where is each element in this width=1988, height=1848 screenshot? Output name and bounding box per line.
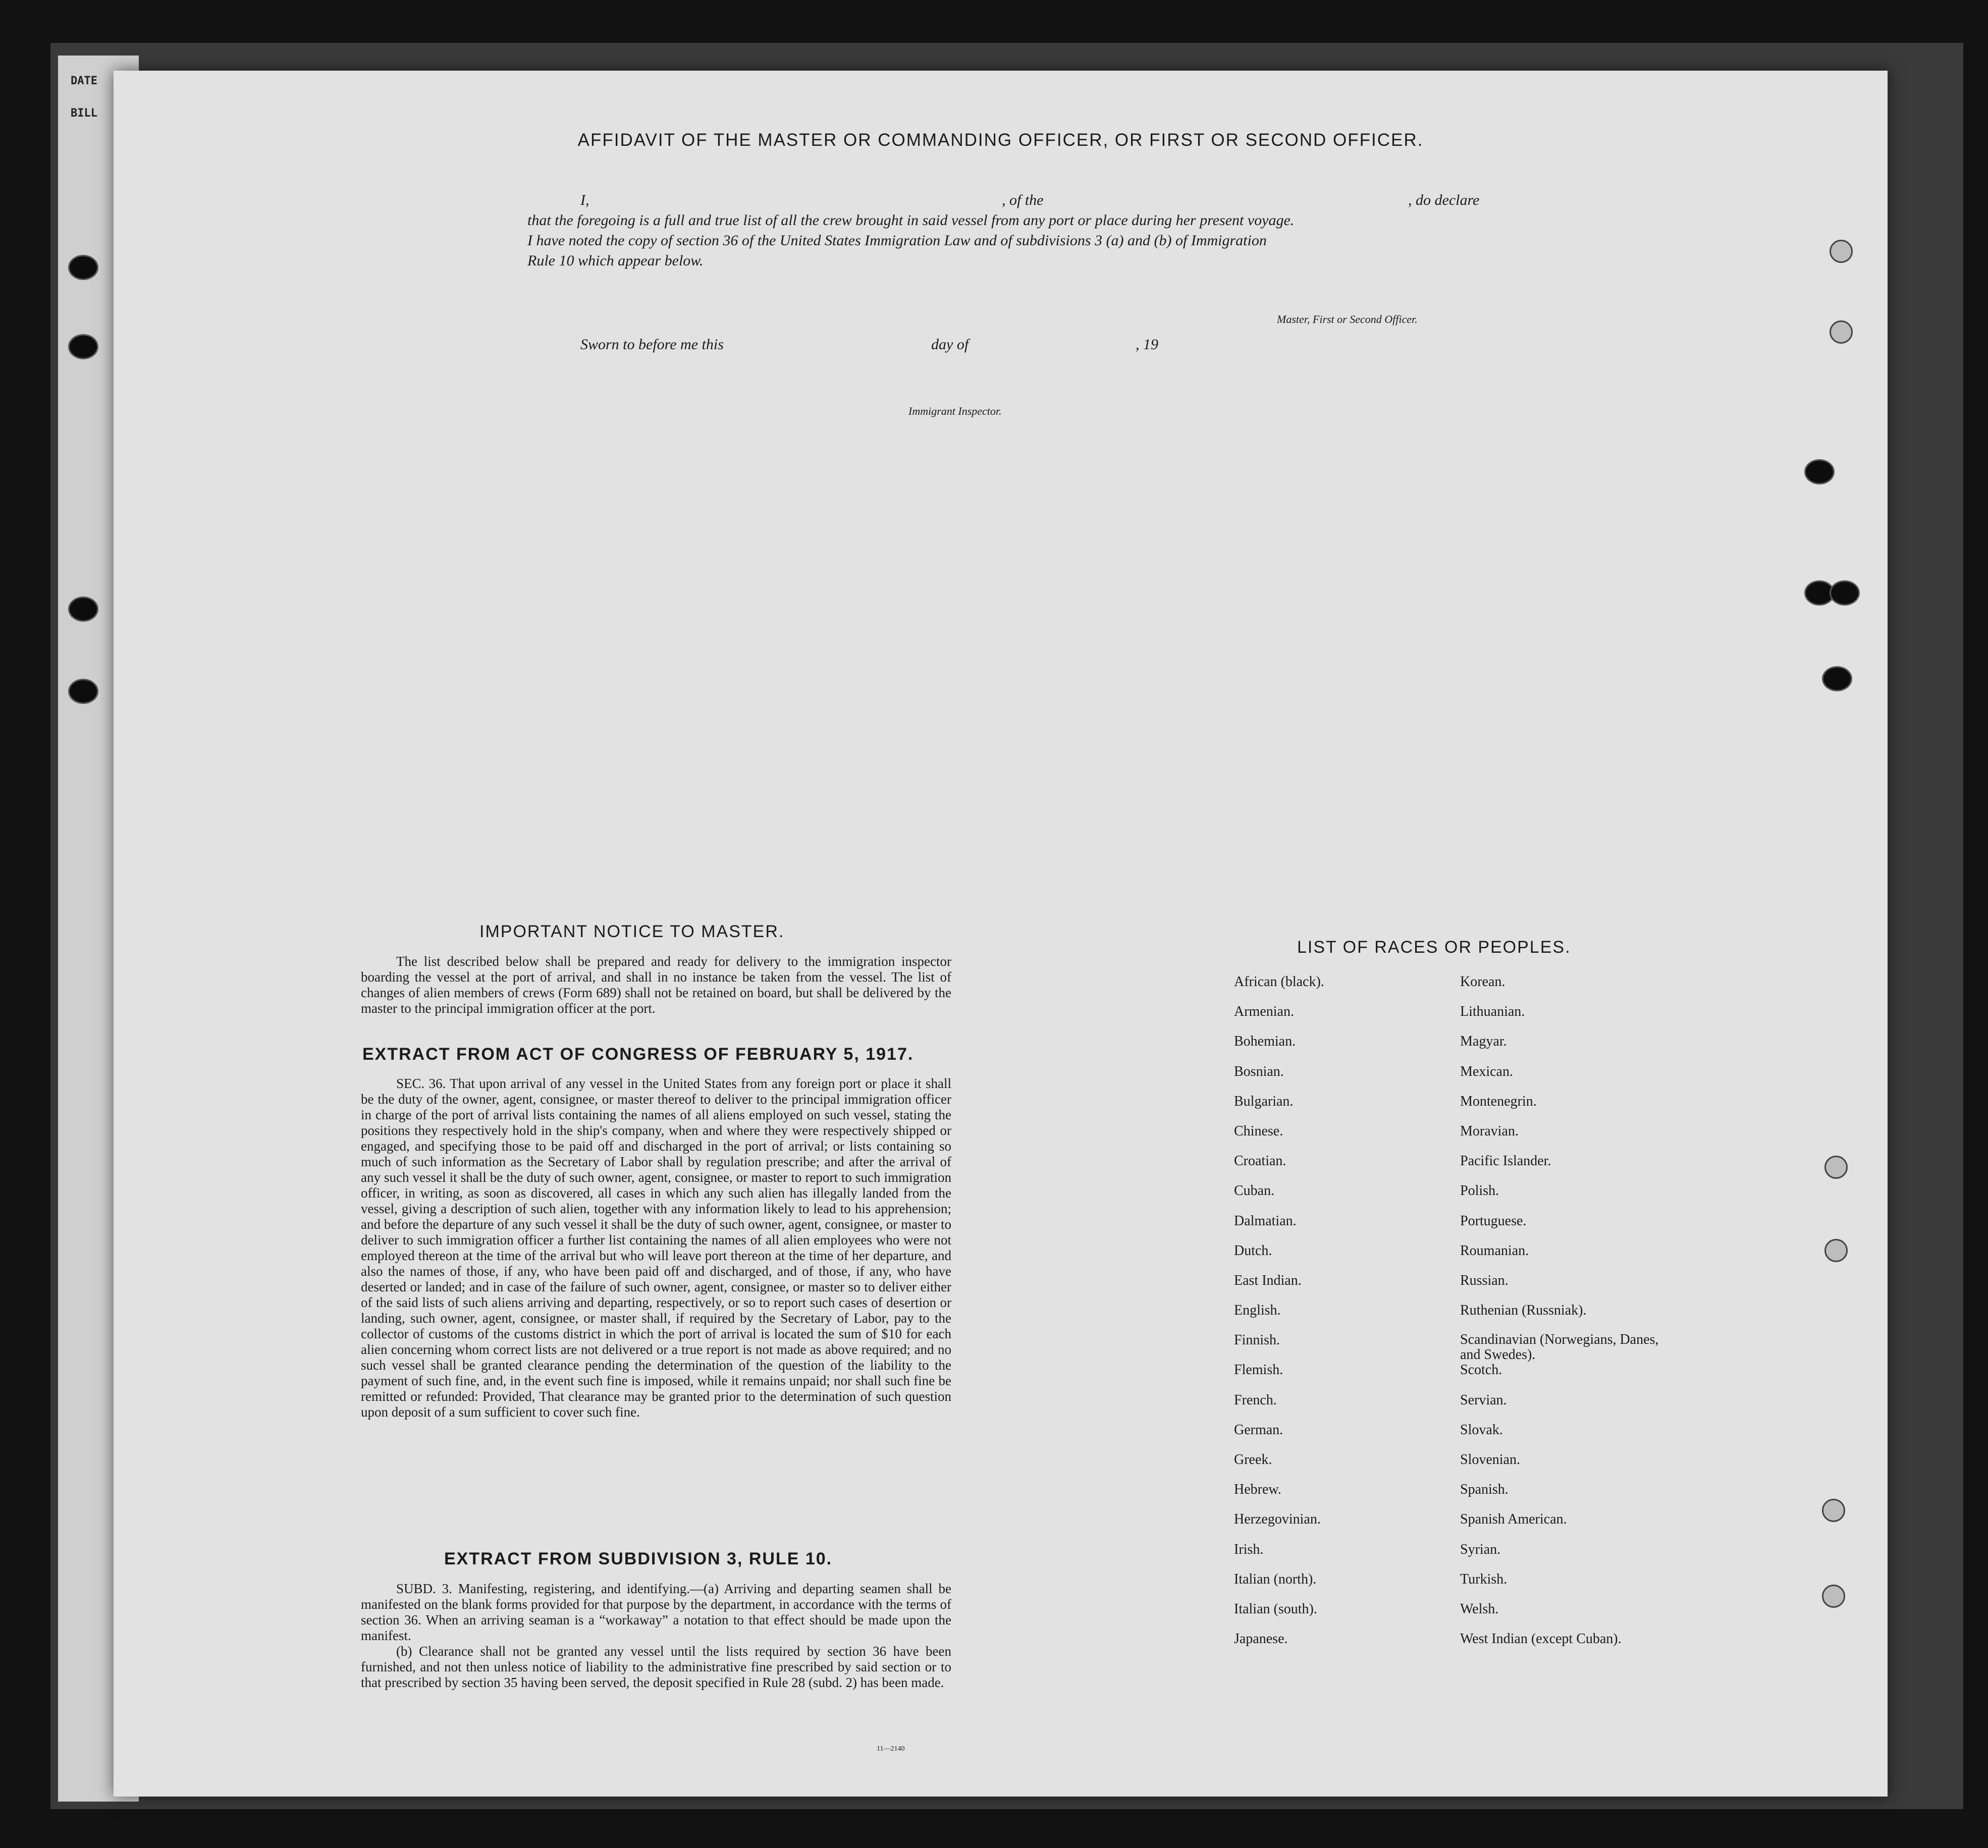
race-item: Bohemian. bbox=[1234, 1034, 1296, 1050]
inspector-label: Immigrant Inspector. bbox=[908, 405, 1002, 417]
race-item: Bosnian. bbox=[1234, 1063, 1284, 1079]
race-item: Lithuanian. bbox=[1460, 1004, 1525, 1020]
punch-hole bbox=[1824, 1239, 1848, 1262]
section-36-text: SEC. 36. That upon arrival of any vessel in the United States from any foreign port or place it shall be the duty of the owner, agent, consignee, or master thereof to deliver to the principal immigration officer in charge of the port of arrival lists containing the names of all aliens employed on such vessel, stating the positions they respectively hold in the ship's company, when and where they were respectively shipped or engaged, and specifying those to be paid off and discharged in the port of arrival; or lists containing so much of such information as the Secretary of Labor shall by regulation prescribe; and after the arrival of any such vessel it shall be the duty of such owner, agent, consignee, or master to report to such immigration officer, in writing, as soon as discovered, all cases in which any such alien has illegally landed from the vessel, giving a description of such alien, together with any information likely to lead to his apprehension; and before the departure of any such vessel it shall be the duty of such owner, agent, consignee, or master to deliver to such immigration officer a further list containing the names of all alien employees who were not employed thereon at the time of the arrival but who will leave port thereon at the time of her departure, and also the names of those, if any, who have been paid off and discharged, and of those, if any, who have deserted or landed; and in case of the failure of such owner, agent, consignee, or master so to deliver either of the said lists of such aliens arriving and departing, respectively, or so to report such cases of desertion or landing, such owner, agent, consignee, or master shall, if required by the Secretary of Labor, pay to the collector of customs of the customs district in which the port of arrival is located the sum of $10 for each alien concerning whom correct lists are not delivered or a true report is not made as above required; and no such vessel shall be granted clearance pending the determination of the question of the liability to the payment of such fine, and, in the event such fine is imposed, while it remains unpaid; nor shall such fine be remitted or refunded: Provided, That clearance may be granted prior to the determination of such question upon deposit of a sum sufficient to cover such fine. bbox=[361, 1076, 951, 1420]
affidavit-line4: Rule 10 which appear below. bbox=[527, 252, 704, 269]
race-item: Croatian. bbox=[1234, 1153, 1286, 1169]
race-item: Italian (north). bbox=[1234, 1571, 1317, 1587]
race-item: Chinese. bbox=[1234, 1123, 1283, 1139]
punch-hole bbox=[68, 255, 98, 280]
race-item: Dalmatian. bbox=[1234, 1213, 1297, 1229]
extract-act-body bbox=[361, 1076, 951, 1420]
margin-label-date: DATE bbox=[71, 75, 97, 87]
margin-label-bill: BILL bbox=[71, 107, 97, 120]
form-number: 11—2140 bbox=[877, 1745, 905, 1753]
races-right-column bbox=[1460, 974, 1672, 1661]
race-item: Welsh. bbox=[1460, 1601, 1499, 1617]
race-item: Japanese. bbox=[1234, 1631, 1288, 1647]
punch-hole bbox=[68, 596, 98, 622]
punch-hole bbox=[1822, 666, 1852, 691]
races-left-column bbox=[1234, 974, 1324, 1661]
race-item: Italian (south). bbox=[1234, 1601, 1317, 1617]
race-item: Irish. bbox=[1234, 1541, 1264, 1557]
race-item: Finnish. bbox=[1234, 1332, 1280, 1348]
extract-rule-title: EXTRACT FROM SUBDIVISION 3, RULE 10. bbox=[444, 1549, 833, 1568]
affidavit-line3: I have noted the copy of section 36 of the United States Immigration Law and of subdivisions 3 (a) and (b) of Immigration bbox=[527, 232, 1267, 249]
punch-hole bbox=[1804, 459, 1835, 484]
day-of-label: day of bbox=[931, 336, 969, 353]
race-item: Turkish. bbox=[1460, 1571, 1508, 1587]
race-item: Mexican. bbox=[1460, 1063, 1513, 1079]
affidavit-title: AFFIDAVIT OF THE MASTER OR COMMANDING OFFICER, OR FIRST OR SECOND OFFICER. bbox=[577, 130, 1424, 150]
notice-text: The list described below shall be prepared and ready for delivery to the immigration inspector boarding the vessel at the port of arrival, and shall in no instance be taken from the vessel. The list of changes of alien members of crews (Form 689) shall not be retained on board, but shall be delivered by the master to the principal immigration officer at the port. bbox=[361, 954, 951, 1016]
race-item: Servian. bbox=[1460, 1392, 1507, 1408]
race-item: Ruthenian (Russniak). bbox=[1460, 1302, 1587, 1319]
race-item: Hebrew. bbox=[1234, 1482, 1281, 1498]
race-item: African (black). bbox=[1234, 974, 1324, 990]
year-label: , 19 bbox=[1136, 336, 1158, 353]
race-item: Scotch. bbox=[1460, 1362, 1502, 1378]
rule-para-b: (b) Clearance shall not be granted any vessel until the lists required by section 36 have been furnished, and not then unless notice of liability to the administrative fine prescribed by said section or to that prescribed by section 35 having been served, the deposit specified in Rule 28 (subd. 2) has been made. bbox=[361, 1644, 951, 1690]
extract-rule-body bbox=[361, 1581, 951, 1691]
sworn-label: Sworn to before me this bbox=[580, 336, 724, 353]
rule-para-a: SUBD. 3. Manifesting, registering, and identifying.—(a) Arriving and departing seamen shall be manifested on the blank forms provided for that purpose by the department, in accordance with the terms of section 36. When an arriving seaman is a “workaway” a notation to that effect should be made upon the manifest. bbox=[361, 1581, 951, 1643]
race-item: Syrian. bbox=[1460, 1541, 1501, 1557]
race-item: Korean. bbox=[1460, 974, 1506, 990]
race-item: Moravian. bbox=[1460, 1123, 1519, 1139]
punch-hole bbox=[68, 679, 98, 704]
punch-hole bbox=[68, 334, 98, 359]
punch-hole bbox=[1822, 1585, 1845, 1608]
race-item: Cuban. bbox=[1234, 1183, 1275, 1199]
race-item: Armenian. bbox=[1234, 1004, 1294, 1020]
affidavit-page bbox=[114, 71, 1888, 1797]
affidavit-of-the: , of the bbox=[1002, 192, 1044, 208]
race-item: German. bbox=[1234, 1422, 1283, 1438]
notice-body bbox=[361, 954, 951, 1016]
race-item: French. bbox=[1234, 1392, 1277, 1408]
race-item: Roumanian. bbox=[1460, 1242, 1529, 1259]
race-item: Pacific Islander. bbox=[1460, 1153, 1551, 1169]
race-item: Spanish. bbox=[1460, 1482, 1509, 1498]
race-item: Greek. bbox=[1234, 1452, 1272, 1467]
affidavit-i: I, bbox=[580, 192, 589, 208]
punch-hole bbox=[1830, 320, 1853, 344]
punch-hole bbox=[1824, 1156, 1848, 1179]
punch-hole bbox=[1830, 580, 1860, 606]
signature-label: Master, First or Second Officer. bbox=[1277, 313, 1418, 325]
punch-hole bbox=[1830, 240, 1853, 263]
race-item: Bulgarian. bbox=[1234, 1093, 1294, 1109]
race-item: Flemish. bbox=[1234, 1362, 1283, 1378]
races-title: LIST OF RACES OR PEOPLES. bbox=[1297, 938, 1571, 957]
race-item: Scandinavian (Norwegians, Danes, and Swedes). bbox=[1460, 1332, 1659, 1363]
race-item: Herzegovinian. bbox=[1234, 1511, 1321, 1528]
punch-hole bbox=[1822, 1499, 1845, 1522]
affidavit-declare: , do declare bbox=[1408, 192, 1480, 208]
race-item: Russian. bbox=[1460, 1272, 1509, 1288]
race-item: Portuguese. bbox=[1460, 1213, 1527, 1229]
race-item: Magyar. bbox=[1460, 1034, 1507, 1050]
race-item: Polish. bbox=[1460, 1183, 1499, 1199]
notice-title: IMPORTANT NOTICE TO MASTER. bbox=[479, 922, 785, 941]
extract-act-title: EXTRACT FROM ACT OF CONGRESS OF FEBRUARY 5, 1917. bbox=[362, 1045, 914, 1064]
race-item: West Indian (except Cuban). bbox=[1460, 1631, 1622, 1647]
affidavit-line2: that the foregoing is a full and true list of all the crew brought in said vessel from any port or place during her present voyage. bbox=[527, 212, 1295, 229]
race-item: Slovenian. bbox=[1460, 1452, 1520, 1467]
race-item: East Indian. bbox=[1234, 1272, 1302, 1288]
race-item: Montenegrin. bbox=[1460, 1093, 1537, 1109]
race-item: Slovak. bbox=[1460, 1422, 1503, 1438]
race-item: English. bbox=[1234, 1302, 1281, 1319]
race-item: Spanish American. bbox=[1460, 1511, 1567, 1528]
race-item: Dutch. bbox=[1234, 1242, 1272, 1259]
